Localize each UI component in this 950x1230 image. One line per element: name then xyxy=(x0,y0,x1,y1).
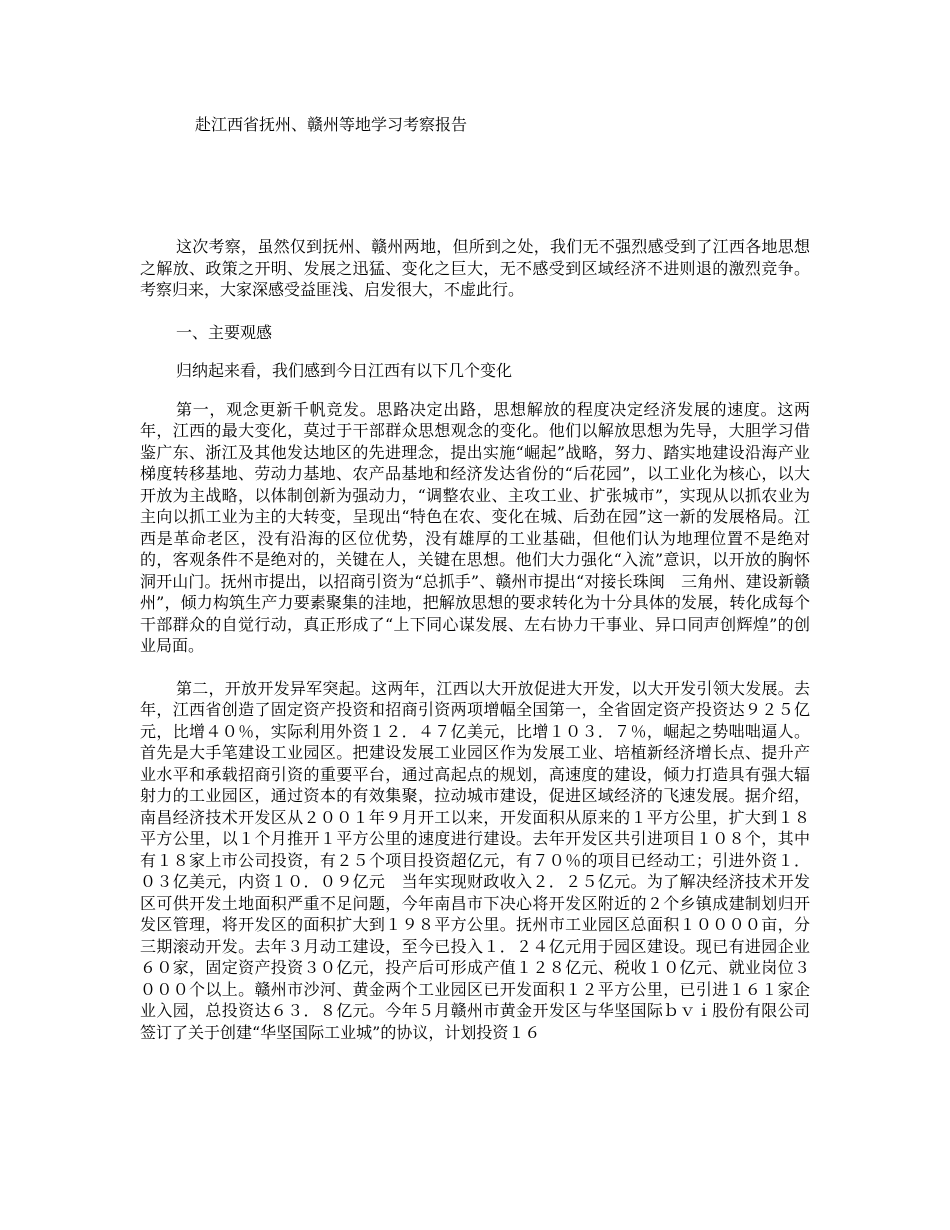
section-heading: 一、主要观感 xyxy=(176,322,273,342)
summary-paragraph: 归纳起来看，我们感到今日江西有以下几个变化 xyxy=(176,361,513,380)
document-title: 赴江西省抚州、赣州等地学习考察报告 xyxy=(195,115,468,134)
intro-paragraph: 这次考察，虽然仅到抚州、赣州两地，但所到之处，我们无不强烈感受到了江西各地思想之解放、政策之开明、发展之迅猛、变化之巨大，无不感受到区域经济不进则退的激烈竞争。考察归来，大家深感受益匪浅、启发很大，不虚此行。 xyxy=(140,237,810,299)
document-body xyxy=(140,236,810,1064)
point-two-paragraph: 第二，开放开发异军突起。这两年，江西以大开放促进大开发，以大开发引领大发展。去年，江西省创造了固定资产投资和招商引资两项增幅全国第一，全省固定资产投资达９２５亿元，比增４０％，实际利用外资１２．４７亿美元，比增１０３．７％，崛起之势咄咄逼人。首先是大手笔建设工业园区。把建设发展工业园区作为发展工业、培植新经济增长点、提升产业水平和承载招商引资的重要平台，通过高起点的规划，高速度的建设，倾力打造具有强大辐射力的工业园区，通过资本的有效集聚，拉动城市建设，促进区域经济的飞速发展。据介绍，南昌经济技术开发区从２００１年９月开工以来，开发面积从原来的１平方公里，扩大到１８平方公里，以１个月推开１平方公里的速度进行建设。去年开发区共引进项目１０８个，其中有１８家上市公司投资，有２５个项目投资超亿元，有７０％的项目已经动工；引进外资１．０３亿美元，内资１０．０９亿元 当年实现财政收入２．２５亿元。为了解决经济技术开发区可供开发土地面积严重不足问题，今年南昌市下决心将开发区附近的２个乡镇成建制划归开发区管理，将开发区的面积扩大到１９８平方公里。抚州市工业园区总面积１００００亩，分三期滚动开发。去年３月动工建设，至今已投入１．２４亿元用于园区建设。现已有进园企业６０家，固定资产投资３０亿元，投产后可形成产值１２８亿元、税收１０亿元、就业岗位３０００个以上。赣州市沙河、黄金两个工业园区已开发面积１２平方公里，已引进１６１家企业入园，总投资达６３．８亿元。今年５月赣州市黄金开发区与华坚国际ｂｖｉ股份有限公司签订了关于创建“华坚国际工业城”的协议，计划投资１６ xyxy=(140,678,810,1042)
point-one-paragraph: 第一，观念更新千帆竞发。思路决定出路，思想解放的程度决定经济发展的速度。这两年，江西的最大变化，莫过于干部群众思想观念的变化。他们以解放思想为先导，大胆学习借鉴广东、浙江及其他发达地区的先进理念，提出实施“崛起”战略，努力、踏实地建设沿海产业梯度转移基地、劳动力基地、农产品基地和经济发达省份的“后花园”，以工业化为核心，以大开放为主战略，以体制创新为强动力，“调整农业、主攻工业、扩张城市”，实现从以抓农业为主向以抓工业为主的大转变，呈现出“特色在农、变化在城、后劲在园”这一新的发展格局。江西是革命老区，没有沿海的区位优势，没有雄厚的工业基础，但他们认为地理位置不是绝对的，客观条件不是绝对的，关键在人，关键在思想。他们大力强化“入流”意识，以开放的胸怀洞开山门。抚州市提出，以招商引资为“总抓手”、赣州市提出“对接长珠闽 三角州、建设新赣州”，倾力构筑生产力要素聚集的洼地，把解放思想的要求转化为十分具体的发展，转化成每个干部群众的自觉行动，真正形成了“上下同心谋发展、左右协力干事业、异口同声创辉煌”的创业局面。 xyxy=(140,399,810,655)
